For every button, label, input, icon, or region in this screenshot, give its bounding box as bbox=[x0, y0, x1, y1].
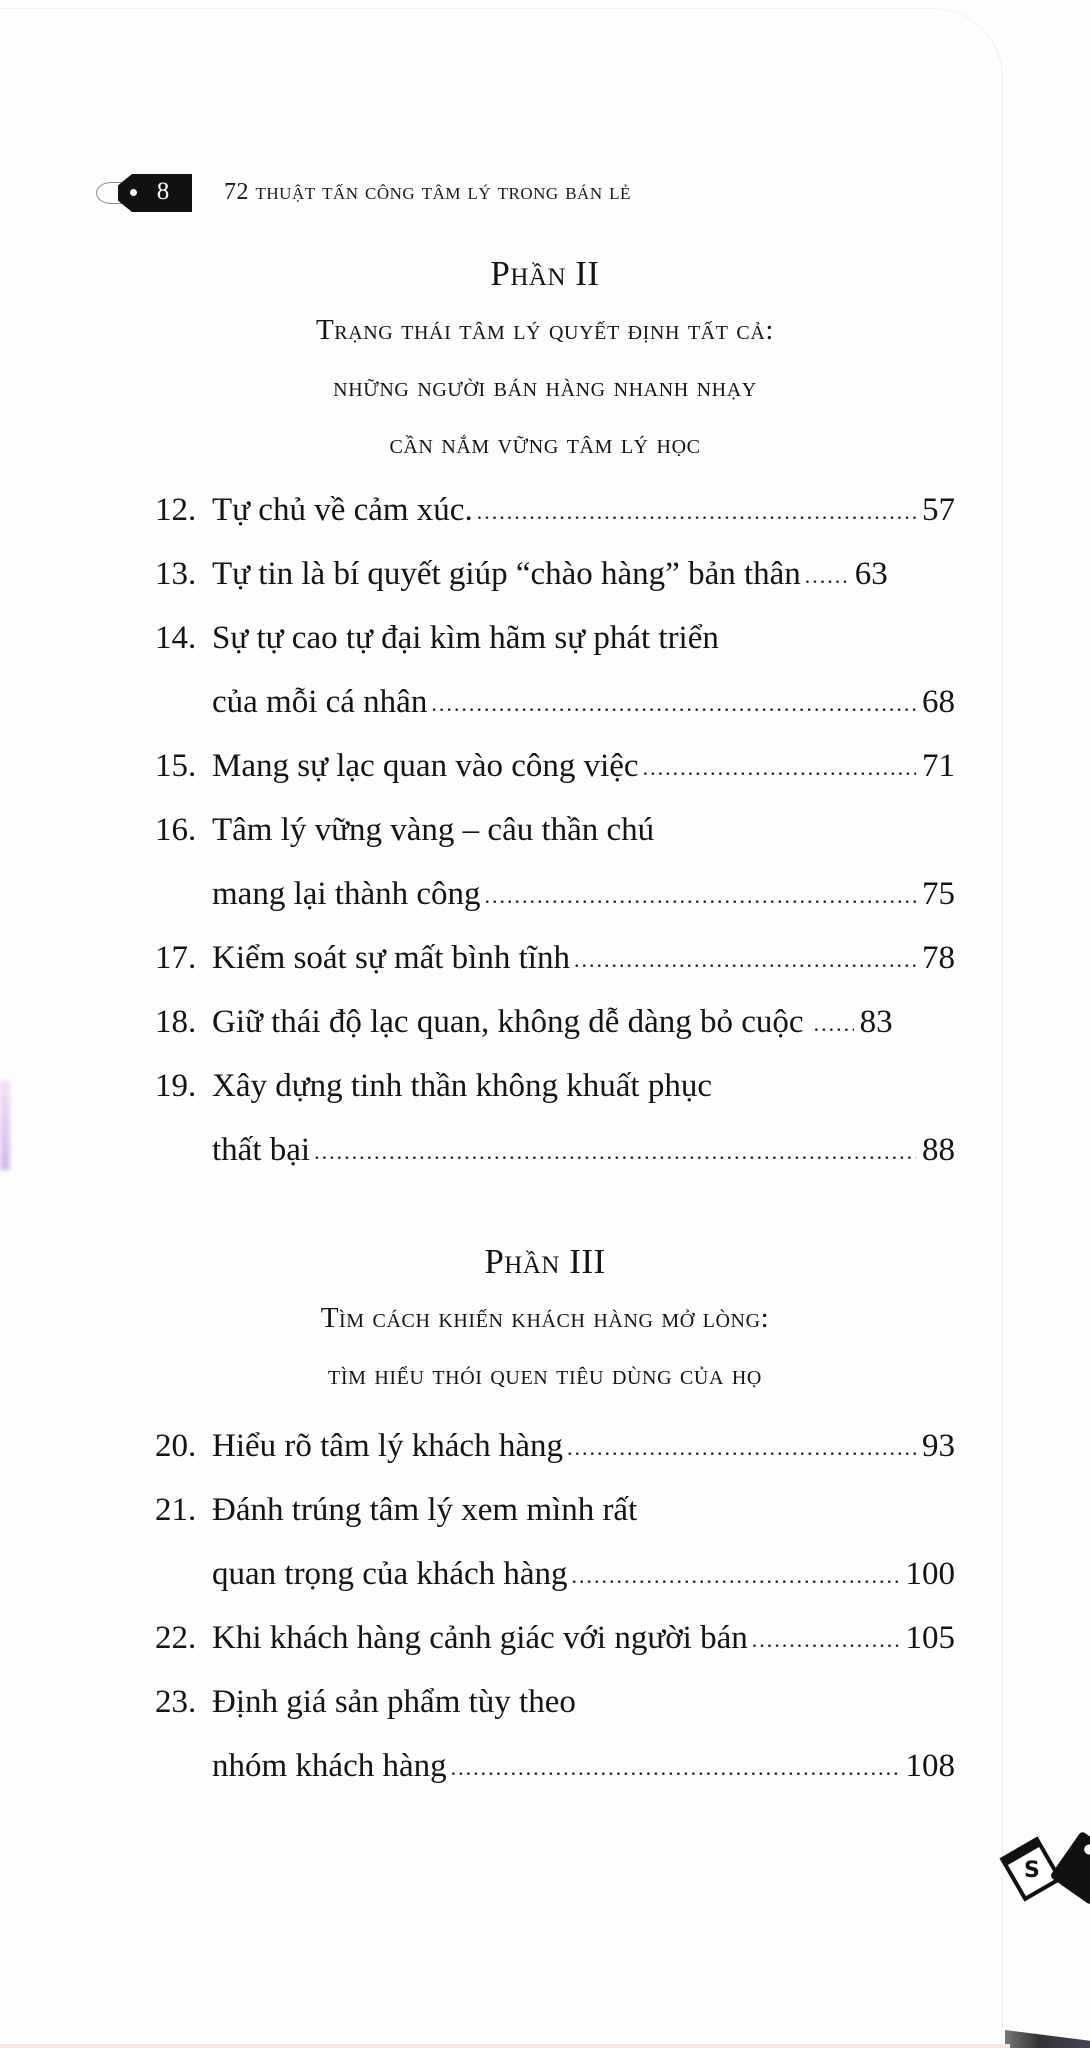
toc-entry[interactable] bbox=[155, 1064, 955, 1192]
entry-title: Xây dựng tinh thần không khuất phục bbox=[212, 1068, 712, 1104]
toc-entry[interactable] bbox=[155, 1616, 955, 1680]
part-title-line: những người bán hàng nhanh nhạy bbox=[333, 371, 757, 403]
entry-title: Giữ thái độ lạc quan, không dễ dàng bỏ cuộc bbox=[212, 1004, 804, 1040]
toc-entry[interactable] bbox=[155, 488, 955, 552]
logo-letter: S bbox=[1024, 1857, 1040, 1883]
entry-number: 14. bbox=[155, 620, 197, 656]
dot-leader bbox=[572, 1554, 900, 1598]
toc-entry[interactable] bbox=[155, 616, 955, 744]
price-tag-icon bbox=[96, 172, 208, 212]
dot-leader bbox=[814, 1002, 854, 1046]
toc-entry[interactable] bbox=[155, 552, 955, 616]
part-iii-heading bbox=[0, 1240, 1090, 1404]
entry-title: Tự chủ về cảm xúc. bbox=[212, 492, 473, 528]
dot-leader bbox=[567, 1426, 916, 1470]
entry-number: 22. bbox=[155, 1620, 197, 1656]
entry-title-cont: của mỗi cá nhân bbox=[212, 684, 428, 720]
logo-tag-dark bbox=[1049, 1831, 1090, 1906]
entry-title: Định giá sản phẩm tùy theo bbox=[212, 1684, 576, 1720]
entry-number: 19. bbox=[155, 1068, 197, 1104]
entry-page: 71 bbox=[922, 748, 955, 784]
entry-page: 63 bbox=[854, 556, 888, 592]
entry-title: Mang sự lạc quan vào công việc bbox=[212, 748, 639, 784]
toc-entry[interactable] bbox=[155, 744, 955, 808]
dot-leader bbox=[314, 1130, 916, 1174]
dot-leader bbox=[477, 490, 916, 534]
toc-entry[interactable] bbox=[155, 1424, 955, 1488]
entry-number: 13. bbox=[155, 556, 197, 592]
entry-number: 15. bbox=[155, 748, 197, 784]
entry-title-cont: thất bại bbox=[212, 1132, 311, 1168]
entry-page: 100 bbox=[905, 1556, 955, 1592]
toc-entry[interactable] bbox=[155, 1488, 955, 1616]
entry-number: 18. bbox=[155, 1004, 197, 1040]
entry-page: 78 bbox=[922, 940, 955, 976]
entry-page: 88 bbox=[922, 1132, 955, 1168]
toc-part-iii bbox=[155, 1424, 955, 1808]
toc-entry[interactable] bbox=[155, 1680, 955, 1808]
part-title-line: cần nắm vững tâm lý học bbox=[389, 428, 701, 460]
entry-title: Đánh trúng tâm lý xem mình rất bbox=[212, 1492, 638, 1528]
dot-leader bbox=[643, 746, 916, 790]
entry-page: 75 bbox=[922, 876, 955, 912]
entry-number: 12. bbox=[155, 492, 197, 528]
entry-title: Hiểu rõ tâm lý khách hàng bbox=[212, 1428, 563, 1464]
price-tag-logo-icon bbox=[1005, 1830, 1090, 1910]
part-label: Phần II bbox=[490, 254, 600, 293]
part-label: Phần III bbox=[484, 1242, 606, 1281]
page-shadow bbox=[1005, 2030, 1090, 2048]
entry-title-cont: nhóm khách hàng bbox=[212, 1748, 447, 1784]
part-title-line: Tìm cách khiến khách hàng mở lòng: bbox=[320, 1302, 770, 1334]
part-ii-heading bbox=[0, 252, 1090, 473]
entry-number: 16. bbox=[155, 812, 197, 848]
toc-entry[interactable] bbox=[155, 808, 955, 936]
toc-part-ii bbox=[155, 488, 955, 1192]
entry-page: 108 bbox=[905, 1748, 955, 1784]
entry-title: Tự tin là bí quyết giúp “chào hàng” bản thân bbox=[212, 556, 801, 592]
scan-artifact bbox=[0, 1080, 10, 1170]
tag-hole bbox=[130, 189, 137, 196]
toc-entry[interactable] bbox=[155, 1000, 955, 1064]
entry-page: 105 bbox=[905, 1620, 955, 1656]
entry-page: 68 bbox=[922, 684, 955, 720]
entry-number: 17. bbox=[155, 940, 197, 976]
dot-leader bbox=[805, 554, 849, 598]
entry-number: 20. bbox=[155, 1428, 197, 1464]
dot-leader bbox=[451, 1746, 900, 1790]
dot-leader bbox=[752, 1618, 900, 1662]
entry-number: 23. bbox=[155, 1684, 197, 1720]
dot-leader bbox=[485, 874, 916, 918]
page-number: 8 bbox=[156, 178, 170, 205]
toc-entry[interactable] bbox=[155, 936, 955, 1000]
entry-title-cont: quan trọng của khách hàng bbox=[212, 1556, 568, 1592]
part-title-line: Trạng thái tâm lý quyết định tất cả: bbox=[315, 314, 775, 346]
entry-title: Khi khách hàng cảnh giác với người bán bbox=[212, 1620, 748, 1656]
entry-title-cont: mang lại thành công bbox=[212, 876, 481, 912]
book-title: 72 thuật tấn công tâm lý trong bán lẻ bbox=[224, 178, 631, 205]
entry-number: 21. bbox=[155, 1492, 197, 1528]
entry-title: Sự tự cao tự đại kìm hãm sự phát triển bbox=[212, 620, 719, 656]
entry-title: Kiểm soát sự mất bình tĩnh bbox=[212, 940, 570, 976]
running-header bbox=[96, 170, 631, 214]
entry-page: 57 bbox=[922, 492, 955, 528]
part-title-line: tìm hiểu thói quen tiêu dùng của họ bbox=[328, 1359, 762, 1391]
dot-leader bbox=[574, 938, 916, 982]
dot-leader bbox=[431, 682, 916, 726]
entry-page: 93 bbox=[922, 1428, 955, 1464]
entry-page: 83 bbox=[859, 1004, 893, 1040]
entry-title: Tâm lý vững vàng – câu thần chú bbox=[212, 812, 655, 848]
logo-tag-s bbox=[999, 1836, 1062, 1901]
page-bottom-edge bbox=[0, 2044, 1010, 2048]
